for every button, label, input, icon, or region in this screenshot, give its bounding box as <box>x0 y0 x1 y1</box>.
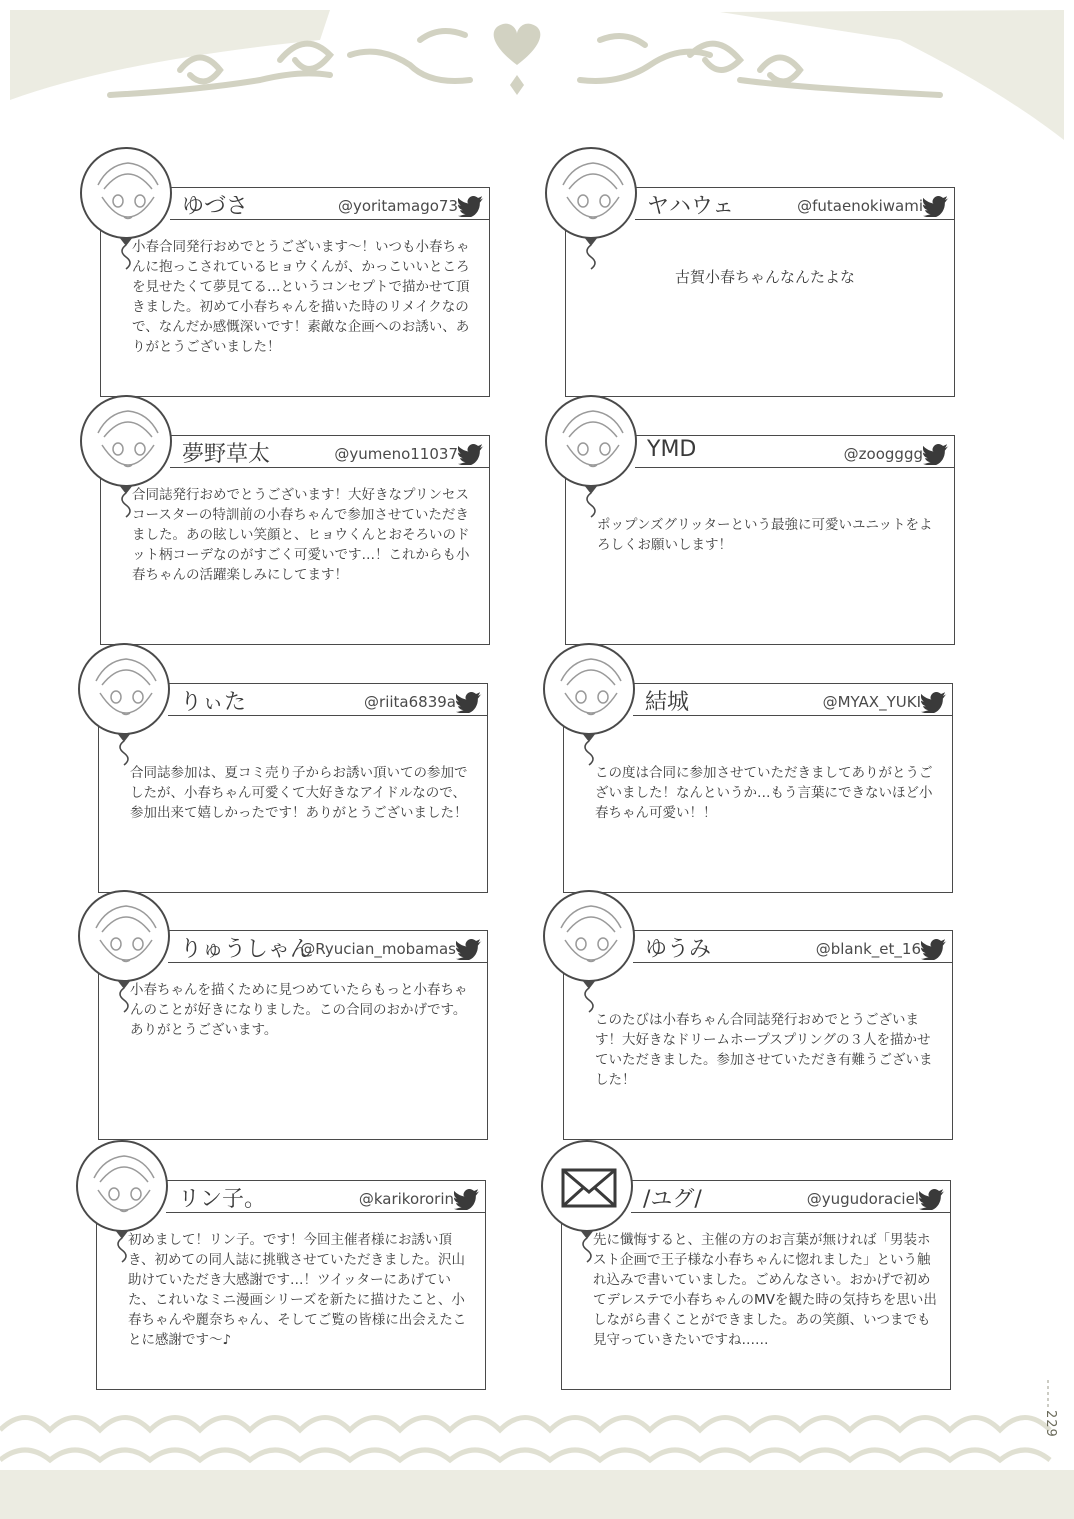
bottom-lace-border <box>0 1400 1074 1519</box>
avatar <box>543 643 635 735</box>
heart-icon <box>494 24 541 65</box>
twitter-bird-icon <box>456 938 484 964</box>
twitter-handle[interactable]: @MYAX_YUKI <box>822 693 921 711</box>
contributor-name: ゆうみ <box>645 937 712 962</box>
contributor-name: りゅうしゃん <box>180 937 313 962</box>
page-number: 229 <box>1043 1410 1058 1438</box>
twitter-bird-icon <box>454 1188 482 1214</box>
contributor-name: リン子。 <box>178 1187 267 1212</box>
twitter-bird-icon <box>923 443 951 469</box>
twitter-bird-icon <box>921 938 949 964</box>
avatar <box>545 147 637 239</box>
contributor-card <box>80 147 520 382</box>
contributor-card <box>541 1140 981 1375</box>
top-ornament <box>0 0 1074 150</box>
contributor-card <box>543 890 983 1125</box>
twitter-handle[interactable]: @futaenokiwami <box>797 197 923 215</box>
message-text: 小春合同発行おめでとうございます～！いつも小春ちゃんに抱っこされているヒョウくんが、かっこいいところを見せたくて夢見てる…というコンセプトで描かせて頂きました。初めて小春ちゃんを描いた時のリメイクなので、なんだか感慨深いです！素敵な企画へのお誘い、ありがとうございました！ <box>132 239 470 355</box>
twitter-handle[interactable]: @yoritamago73 <box>337 197 458 215</box>
contributor-name: ゆづさ <box>182 194 249 219</box>
twitter-bird-icon <box>923 195 951 221</box>
message-text: ポップンズグリッターという最強に可愛いユニットをよろしくお願いします！ <box>597 517 933 553</box>
twitter-handle[interactable]: @Ryucian_mobamas <box>300 940 456 958</box>
twitter-handle[interactable]: @blank_et_16 <box>815 940 921 958</box>
message-text: 合同誌発行おめでとうございます！大好きなプリンセスコースターの特訓前の小春ちゃんで参加させていただきました。あの眩しい笑顔と、ヒョウくんとおそろいのドット柄コーデなのがすごく可愛いです…！これからも小春ちゃんの活躍楽しみにしてます！ <box>132 487 470 583</box>
avatar <box>545 395 637 487</box>
envelope-icon <box>541 1140 633 1232</box>
header-divider <box>635 467 955 468</box>
message-text: 古賀小春ちゃんなんたよな <box>674 268 855 286</box>
avatar <box>78 890 170 982</box>
message-text: 先に懺悔すると、主催の方のお言葉が無ければ「男装ホスト企画で王子様な小春ちゃんに惚れました」という触れ込みで書いていました。ごめんなさい。おかげで初めてデレステで小春ちゃんのMVを観た時の気持ちを思い出しながら書くことができました。あの笑顔、いつまでも見守っていきたいですね…… <box>593 1232 937 1348</box>
message-text: 初めまして！リン子。です！今回主催者様にお誘い頂き、初めての同人誌に挑戦させていただきました。沢山助けていただき大感謝です…！ツイッターにあげていた、これいなミニ漫画シリーズを新たに描けたこと、小春ちゃんや麗奈ちゃん、そしてご覧の皆様に出会えたことに感謝です～♪ <box>128 1232 467 1348</box>
contributor-name: りぃた <box>180 690 247 715</box>
contributor-name: ヤハウェ <box>647 194 735 219</box>
message-text: 小春ちゃんを描くために見つめていたらもっと小春ちゃんのことが好きになりました。この合同のおかげです。ありがとうございます。 <box>130 982 468 1038</box>
twitter-bird-icon <box>919 1188 947 1214</box>
avatar <box>76 1140 168 1232</box>
contributor-name: YMD <box>647 437 697 462</box>
twitter-bird-icon <box>456 691 484 717</box>
message-text: 合同誌参加は、夏コミ売り子からお誘い頂いての参加でしたが、小春ちゃん可愛くて大好きなアイドルなので、参加出来て嬉しかったです！ありがとうございました！ <box>130 765 468 821</box>
twitter-bird-icon <box>458 443 486 469</box>
contributor-card <box>545 395 985 630</box>
avatar <box>78 643 170 735</box>
contributor-card <box>76 1140 516 1375</box>
avatar <box>80 395 172 487</box>
twitter-handle[interactable]: @zoogggg <box>843 445 923 463</box>
twitter-handle[interactable]: @yugudoraciel <box>806 1190 919 1208</box>
contributor-card <box>78 890 518 1125</box>
twitter-bird-icon <box>921 691 949 717</box>
contributor-name: 夢野草太 <box>182 442 271 467</box>
contributor-card <box>78 643 518 878</box>
message-text: この度は合同に参加させていただきましてありがとうございました！なんというか…もう言葉にできないほど小春ちゃん可愛い！！ <box>595 765 933 821</box>
contributor-name: 結城 <box>645 690 690 715</box>
contributor-card <box>543 643 983 878</box>
twitter-bird-icon <box>458 195 486 221</box>
message-text: このたびは小春ちゃん合同誌発行おめでとうございます！大好きなドリームホープスプリングの３人を描かせていただきました。参加させていただき有難うございました！ <box>595 1012 933 1088</box>
contributor-name: /ユグ/ <box>643 1187 702 1212</box>
avatar <box>543 890 635 982</box>
twitter-handle[interactable]: @riita6839a <box>364 693 456 711</box>
contributor-card <box>545 147 985 382</box>
contributor-card <box>80 395 520 630</box>
twitter-handle[interactable]: @yumeno11037 <box>334 445 458 463</box>
avatar <box>80 147 172 239</box>
twitter-handle[interactable]: @karikororin <box>358 1190 454 1208</box>
